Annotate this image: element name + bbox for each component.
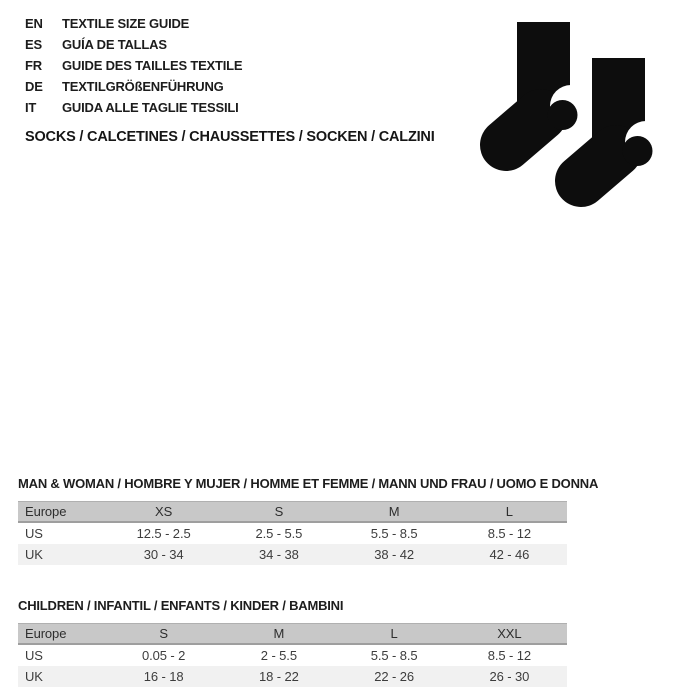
- language-label: TEXTILGRÖßENFÜHRUNG: [62, 79, 224, 94]
- column-header-s: S: [159, 626, 168, 641]
- size-value: 2 - 5.5: [260, 648, 297, 663]
- language-row-de: [25, 76, 242, 97]
- product-line-heading: SOCKS / CALCETINES / CHAUSSETTES / SOCKEN / CALZINI: [25, 129, 435, 145]
- language-row-fr: [25, 55, 242, 76]
- adult-table-row-uk: [18, 544, 567, 565]
- size-value: 38 - 42: [374, 547, 415, 562]
- size-value: 30 - 34: [143, 547, 184, 562]
- column-header-xxl: XXL: [497, 626, 522, 641]
- socks-icon: [478, 18, 668, 210]
- size-value: 42 - 46: [489, 547, 530, 562]
- row-label: US: [25, 526, 43, 541]
- column-header-m: M: [273, 626, 285, 641]
- size-value: 2.5 - 5.5: [255, 526, 303, 541]
- column-header-europe: Europe: [25, 626, 67, 641]
- row-label: US: [25, 648, 43, 663]
- size-value: 5.5 - 8.5: [370, 648, 418, 663]
- size-value: 26 - 30: [489, 669, 530, 684]
- language-code: ES: [25, 37, 42, 52]
- language-code: IT: [25, 100, 37, 115]
- children-size-table: [18, 623, 567, 687]
- size-value: 8.5 - 12: [487, 526, 532, 541]
- row-label: UK: [25, 547, 43, 562]
- language-code: FR: [25, 58, 42, 73]
- column-header-l: L: [505, 504, 513, 519]
- size-value: 34 - 38: [258, 547, 299, 562]
- size-value: 0.05 - 2: [141, 648, 186, 663]
- socks-icon-svg: [478, 18, 668, 210]
- language-row-it: [25, 97, 242, 118]
- language-label: GUÍA DE TALLAS: [62, 37, 167, 52]
- column-header-xs: XS: [155, 504, 173, 519]
- language-label: GUIDA ALLE TAGLIE TESSILI: [62, 100, 239, 115]
- column-header-m: M: [388, 504, 400, 519]
- language-list: [25, 13, 242, 118]
- language-row-es: [25, 34, 242, 55]
- column-header-europe: Europe: [25, 504, 67, 519]
- adult-table-row-us: [18, 523, 567, 544]
- adult-table-header-row: [18, 501, 567, 523]
- adult-size-table: [18, 501, 567, 565]
- language-label: GUIDE DES TAILLES TEXTILE: [62, 58, 243, 73]
- size-value: 5.5 - 8.5: [370, 526, 418, 541]
- size-value: 22 - 26: [374, 669, 415, 684]
- size-value: 16 - 18: [143, 669, 184, 684]
- size-value: 8.5 - 12: [487, 648, 532, 663]
- children-table-header-row: [18, 623, 567, 645]
- adult-section-title: MAN & WOMAN / HOMBRE Y MUJER / HOMME ET FEMME / MANN UND FRAU / UOMO E DONNA: [18, 476, 599, 491]
- children-table-row-us: [18, 645, 567, 666]
- language-row-en: [25, 13, 242, 34]
- children-table-row-uk: [18, 666, 567, 687]
- language-code: DE: [25, 79, 43, 94]
- children-section-title: CHILDREN / INFANTIL / ENFANTS / KINDER / BAMBINI: [18, 598, 344, 613]
- adult-size-section: [18, 476, 599, 565]
- row-label: UK: [25, 669, 43, 684]
- size-value: 18 - 22: [258, 669, 299, 684]
- column-header-s: S: [274, 504, 284, 519]
- size-value: 12.5 - 2.5: [136, 526, 191, 541]
- column-header-l: L: [390, 626, 398, 641]
- language-code: EN: [25, 16, 43, 31]
- children-size-section: [18, 598, 567, 687]
- language-label: TEXTILE SIZE GUIDE: [62, 16, 190, 31]
